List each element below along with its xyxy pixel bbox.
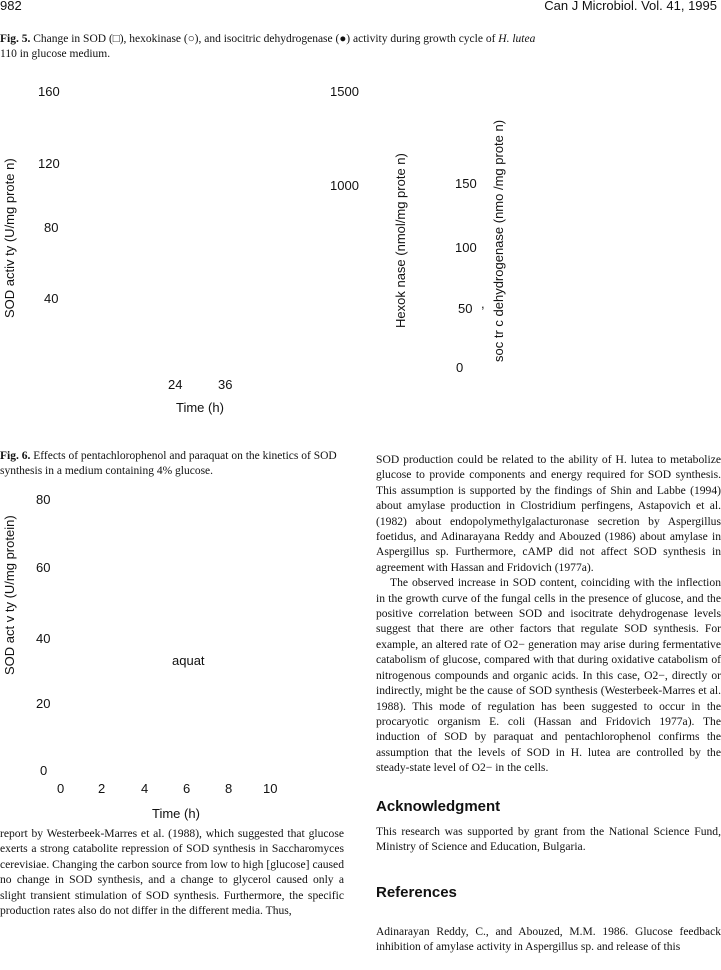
fig5-right-tick: 150 [455,176,477,191]
fig5-caption-label: Fig. 5. [0,33,31,45]
fig5-left-tick: 160 [38,84,60,99]
fig5-right-tick: 50 [458,301,473,316]
fig5-caption-tail: 110 in glucose medium. [0,48,111,60]
fig5-ylabel-middle: Hexok nase (nmol/mg prote n) [393,153,408,328]
fig6-y-tick: 40 [36,631,51,646]
acknowledgment-text: This research was supported by grant from the National Science Fund, Ministry of Science and Education, Bulgaria. [376,825,721,854]
references-heading: References [376,884,457,901]
fig5-caption-organism: H. lutea [498,33,536,45]
fig6-y-tick: 80 [36,492,51,507]
fig6-y-tick: 20 [36,696,51,711]
fig5-caption [0,32,540,62]
fig6-x-tick: 6 [183,781,191,796]
fig6-x-tick: 0 [57,781,65,796]
fig5-left-tick: 80 [44,220,59,235]
fig6-caption-label: Fig. 6. [0,450,31,462]
fig5-x-tick: 36 [218,377,233,392]
fig5-left-tick: 40 [44,291,59,306]
fig6-x-tick: 10 [263,781,278,796]
fig6-annotation: aquat [172,653,205,668]
fig6-x-tick: 8 [225,781,233,796]
fig6-y-tick: 60 [36,560,51,575]
left-column-paragraph [0,826,344,918]
left-paragraph: report by Westerbeek-Marres et al. (1988), which suggested that glucose exerts a strong catabolite repression of SOD synthesis in Saccharomyces cerevisiae. Changing the carbon source from low to high [glucose] caused no change in SOD synthesis, and a change to glycerol caused only a slight transient stimulation of SOD synthesis. Furthermore, the specific production rates also do not differ in the different media. Thus, [0,827,344,918]
fig6-caption-text: Effects of pentachlorophenol and paraquat on the kinetics of SOD synthesis in a medium containing 4% glucose. [0,450,337,477]
fig5-right-dash: , [481,296,485,311]
fig6-x-tick: 2 [98,781,106,796]
fig5-left-tick: 120 [38,156,60,171]
fig5-caption-text: Change in SOD (□), hexokinase (○), and isocitric dehydrogenase (●) activity during growth cycle of [33,33,496,45]
fig5-middle-tick: 1500 [330,84,359,99]
fig5-chart [0,70,721,430]
fig5-ylabel-left: SOD activ ty (U/mg prote n) [2,158,17,318]
fig6-x-tick: 4 [141,781,149,796]
acknowledgment-heading: Acknowledgment [376,798,501,815]
fig6-xlabel: Time (h) [152,806,200,821]
fig6-chart [0,485,350,821]
fig5-right-tick: 100 [455,240,477,255]
fig6-ylabel: SOD act v ty (U/mg protein) [2,515,17,675]
fig5-x-tick: 24 [168,377,183,392]
acknowledgment-text-block [376,824,721,855]
fig6-caption [0,449,350,479]
fig5-ylabel-right: soc tr c dehydrogenase (nmo /mg prote n) [491,119,506,362]
fig5-xlabel: Time (h) [176,400,224,415]
journal-header: Can J Microbiol. Vol. 41, 1995 [544,0,717,13]
fig6-y-tick: 0 [40,763,48,778]
right-paragraph-2: The observed increase in SOD content, coinciding with the inflection in the growth curve of the fungal cells in the presence of glucose, and the positive correlation between SOD and isocitrate dehydrogenase levels suggest that there are other factors that regulate SOD synthesis. For example, an altered rate of O2− generation may arise during fermentative catabolism of glucose, compared with that during oxidative catabolism of nitrogenous compounds and organic acids. In this case, O2−, directly or indirectly, might be the cause of SOD synthesis (Westerbeek-Marres et al. 1988). This mode of regulation has been suggested to occur in the procaryotic organism E. coli (Hassan and Fridovich 1977a). The induction of SOD by paraquat and pentachlorophenol confirms the assumption that the levels of SOD in H. lutea are controlled by the steady-state level of O2− in the cells. [376,576,721,775]
page-number: 982 [0,0,22,13]
fig5-middle-tick: 1000 [330,178,359,193]
right-column [376,452,721,776]
right-paragraph-1: SOD production could be related to the ability of H. lutea to metabolize glucose to provide components and energy required for SOD synthesis. This assumption is supported by the findings of Shin and Labbe (1994) about amylase production in Clostridium perfingens, Astapovich et al. (1982) about endopolymethylgalacturonase secretion by Aspergillus foetidus, and Adinarayana Reddy and Abouzed (1986) about amylase in Aspergillus sp. Furthermore, cAMP did not affect SOD synthesis in agreement with Hassan and Fridovich (1977a). [376,453,721,574]
fig5-right-tick: 0 [456,360,464,375]
reference-1: Adinarayan Reddy, C., and Abouzed, M.M. 1986. Glucose feedback inhibition of amylase activity in Aspergillus sp. and release of this [376,926,721,953]
